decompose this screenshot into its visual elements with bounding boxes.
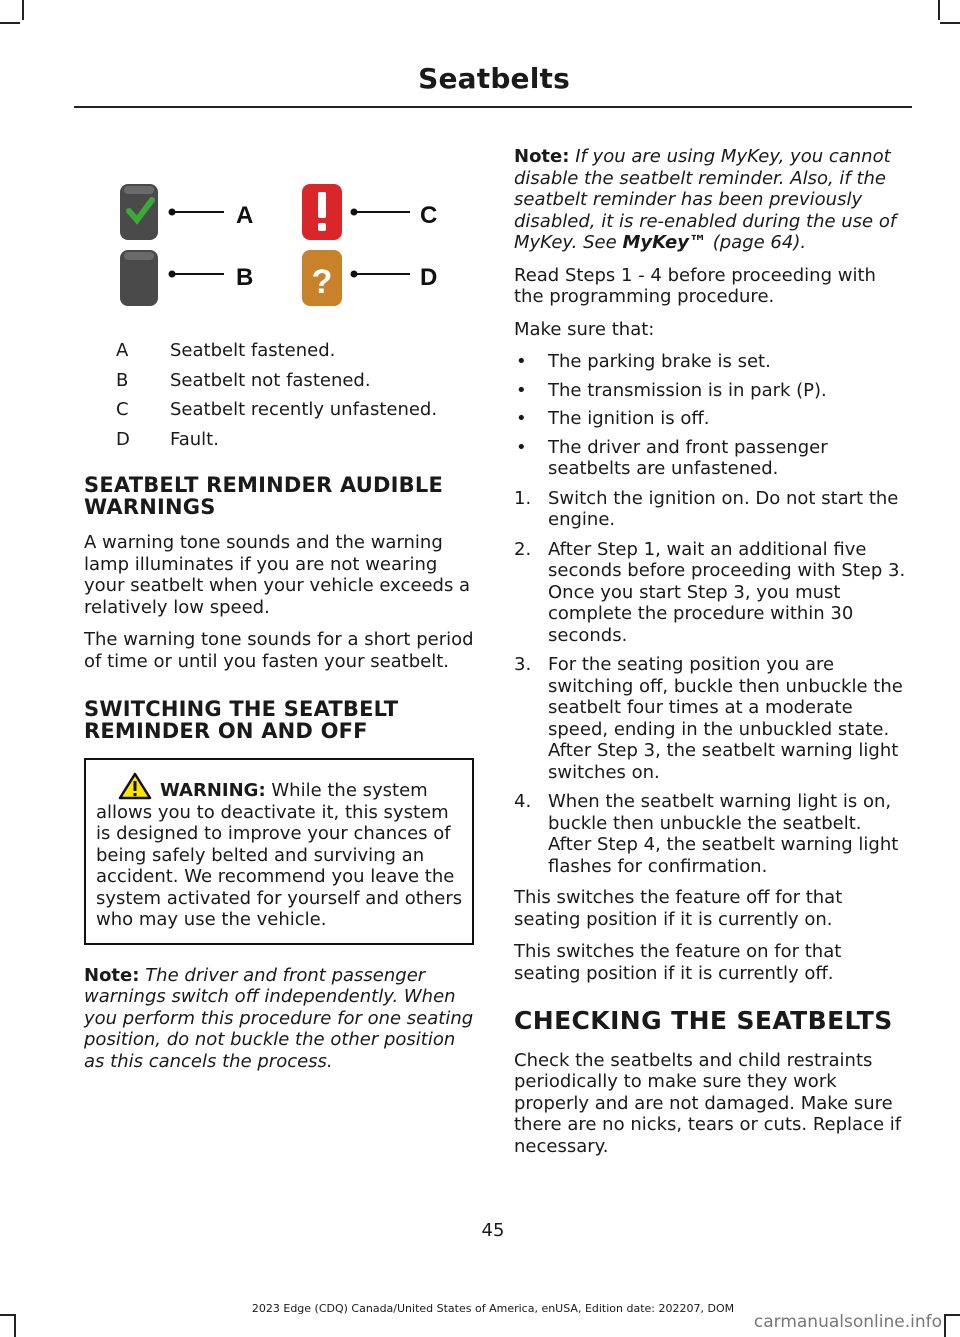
warning-label: WARNING: — [160, 780, 266, 801]
note-paragraph — [84, 965, 474, 1073]
warning-text: While the system allows you to deactivate it, this system is designed to improve your chances of being safely belted and surviving an accident. We recommend you leave the system activated for yourself and others who may use the vehicle. — [96, 780, 463, 930]
mykey-link[interactable]: MyKey™ — [622, 232, 707, 253]
list-item: • The parking brake is set. — [514, 351, 909, 373]
legend-text: Fault. — [170, 428, 219, 450]
crop-mark — [14, 1316, 16, 1337]
legend-row — [84, 340, 474, 362]
step-text: Switch the ignition on. Do not start the engine. — [548, 487, 899, 530]
note-label: Note: — [514, 146, 570, 167]
legend-key: D — [116, 428, 130, 450]
paragraph: The warning tone sounds for a short period of time or until you fasten your seatbelt. — [84, 629, 474, 672]
step-number: 4. — [514, 791, 532, 812]
header-divider — [74, 106, 912, 108]
step-text: For the seating position you are switching off, buckle then unbuckle the seatbelt four times at a moderate speed, ending in the unbuckled state. After Step 3, the seatbelt warning light switches on. — [548, 654, 903, 783]
step-item — [514, 488, 909, 531]
step-text: When the seatbelt warning light is on, buckle then unbuckle the seatbelt. After Step 4, the seatbelt warning light flashes for confirmation. — [548, 791, 899, 877]
paragraph: Read Steps 1 - 4 before proceeding with the programming procedure. — [514, 264, 876, 307]
warning-triangle-icon — [118, 772, 152, 800]
crop-mark — [0, 22, 20, 24]
step-text: After Step 1, wait an additional five seconds before proceeding with Step 3. Once you start Step 3, you must complete the procedure within 30 seconds. — [548, 538, 906, 646]
precondition-list — [514, 351, 909, 480]
section-heading-checking-seatbelts: CHECKING THE SEATBELTS — [514, 1006, 893, 1035]
section-heading-switching-reminder: SWITCHING THE SEATBELT REMINDER ON AND OFF — [84, 697, 399, 743]
note-paragraph — [514, 146, 909, 254]
paragraph: This switches the feature on for that seating position if it is currently off. — [514, 941, 842, 984]
legend-text: Seatbelt fastened. — [170, 340, 336, 361]
label-b: B — [236, 264, 254, 291]
note-text: The driver and front passenger warnings switch off independently. When you perform this procedure for one seating position, do not buckle the other position as this cancels the process. — [84, 964, 474, 1072]
legend-key: C — [116, 399, 129, 420]
page-title: Seatbelts — [418, 62, 570, 95]
paragraph: Make sure that: — [514, 318, 655, 340]
label-a: A — [236, 202, 254, 229]
procedure-steps — [514, 488, 909, 878]
legend-text: Seatbelt recently unfastened. — [170, 399, 438, 420]
step-item — [514, 654, 909, 783]
crop-mark — [938, 0, 940, 20]
step-item — [514, 791, 909, 877]
legend-row — [84, 429, 474, 451]
crop-mark — [22, 0, 24, 20]
legend-key: B — [116, 369, 129, 391]
warning-box — [84, 758, 474, 945]
figure-legend — [84, 340, 474, 450]
list-item: • The driver and front passenger seatbelts are unfastened. — [514, 437, 909, 480]
list-item: • The transmission is in park (P). — [514, 380, 909, 402]
legend-text: Seatbelt not fastened. — [170, 369, 371, 391]
label-c: C — [420, 202, 438, 229]
legend-key: A — [116, 340, 129, 361]
watermark: carmanualsonline.info — [753, 1312, 942, 1332]
note-text: If you are using MyKey, you cannot disable the seatbelt reminder. Also, if the seatbelt reminder has been previously disabled, it is re-enabled during the use of MyKey. See — [514, 146, 897, 253]
legend-row — [84, 370, 474, 392]
list-item: • The ignition is off. — [514, 408, 909, 430]
crop-mark — [944, 1316, 946, 1337]
right-column — [514, 146, 909, 1168]
section-heading-audible-warnings: SEATBELT REMINDER AUDIBLE WARNINGS — [84, 473, 444, 519]
label-d: D — [420, 264, 438, 291]
paragraph: A warning tone sounds and the warning lamp illuminates if you are not wearing your seatbelt when your vehicle exceeds a relatively low speed. — [84, 532, 471, 618]
paragraph: Check the seatbelts and child restraints periodically to make sure they work properly and are not damaged. Make sure there are no nicks, tears or cuts. Replace if necessary. — [514, 1049, 902, 1157]
step-number: 2. — [514, 538, 532, 560]
note-label: Note: — [84, 964, 140, 986]
page-number: 45 — [481, 1220, 505, 1241]
paragraph: This switches the feature off for that seating position if it is currently on. — [514, 887, 843, 930]
svg-text:?: ? — [311, 263, 333, 301]
page-reference: (page 64). — [712, 232, 807, 253]
left-column — [84, 146, 474, 1083]
edition-info: 2023 Edge (CDQ) Canada/United States of America, enUSA, Edition date: 202207, DOM — [251, 1302, 735, 1315]
step-number: 3. — [514, 654, 532, 675]
crop-mark — [940, 22, 960, 24]
legend-row — [84, 399, 474, 421]
step-item — [514, 539, 909, 647]
step-number: 1. — [514, 487, 532, 509]
